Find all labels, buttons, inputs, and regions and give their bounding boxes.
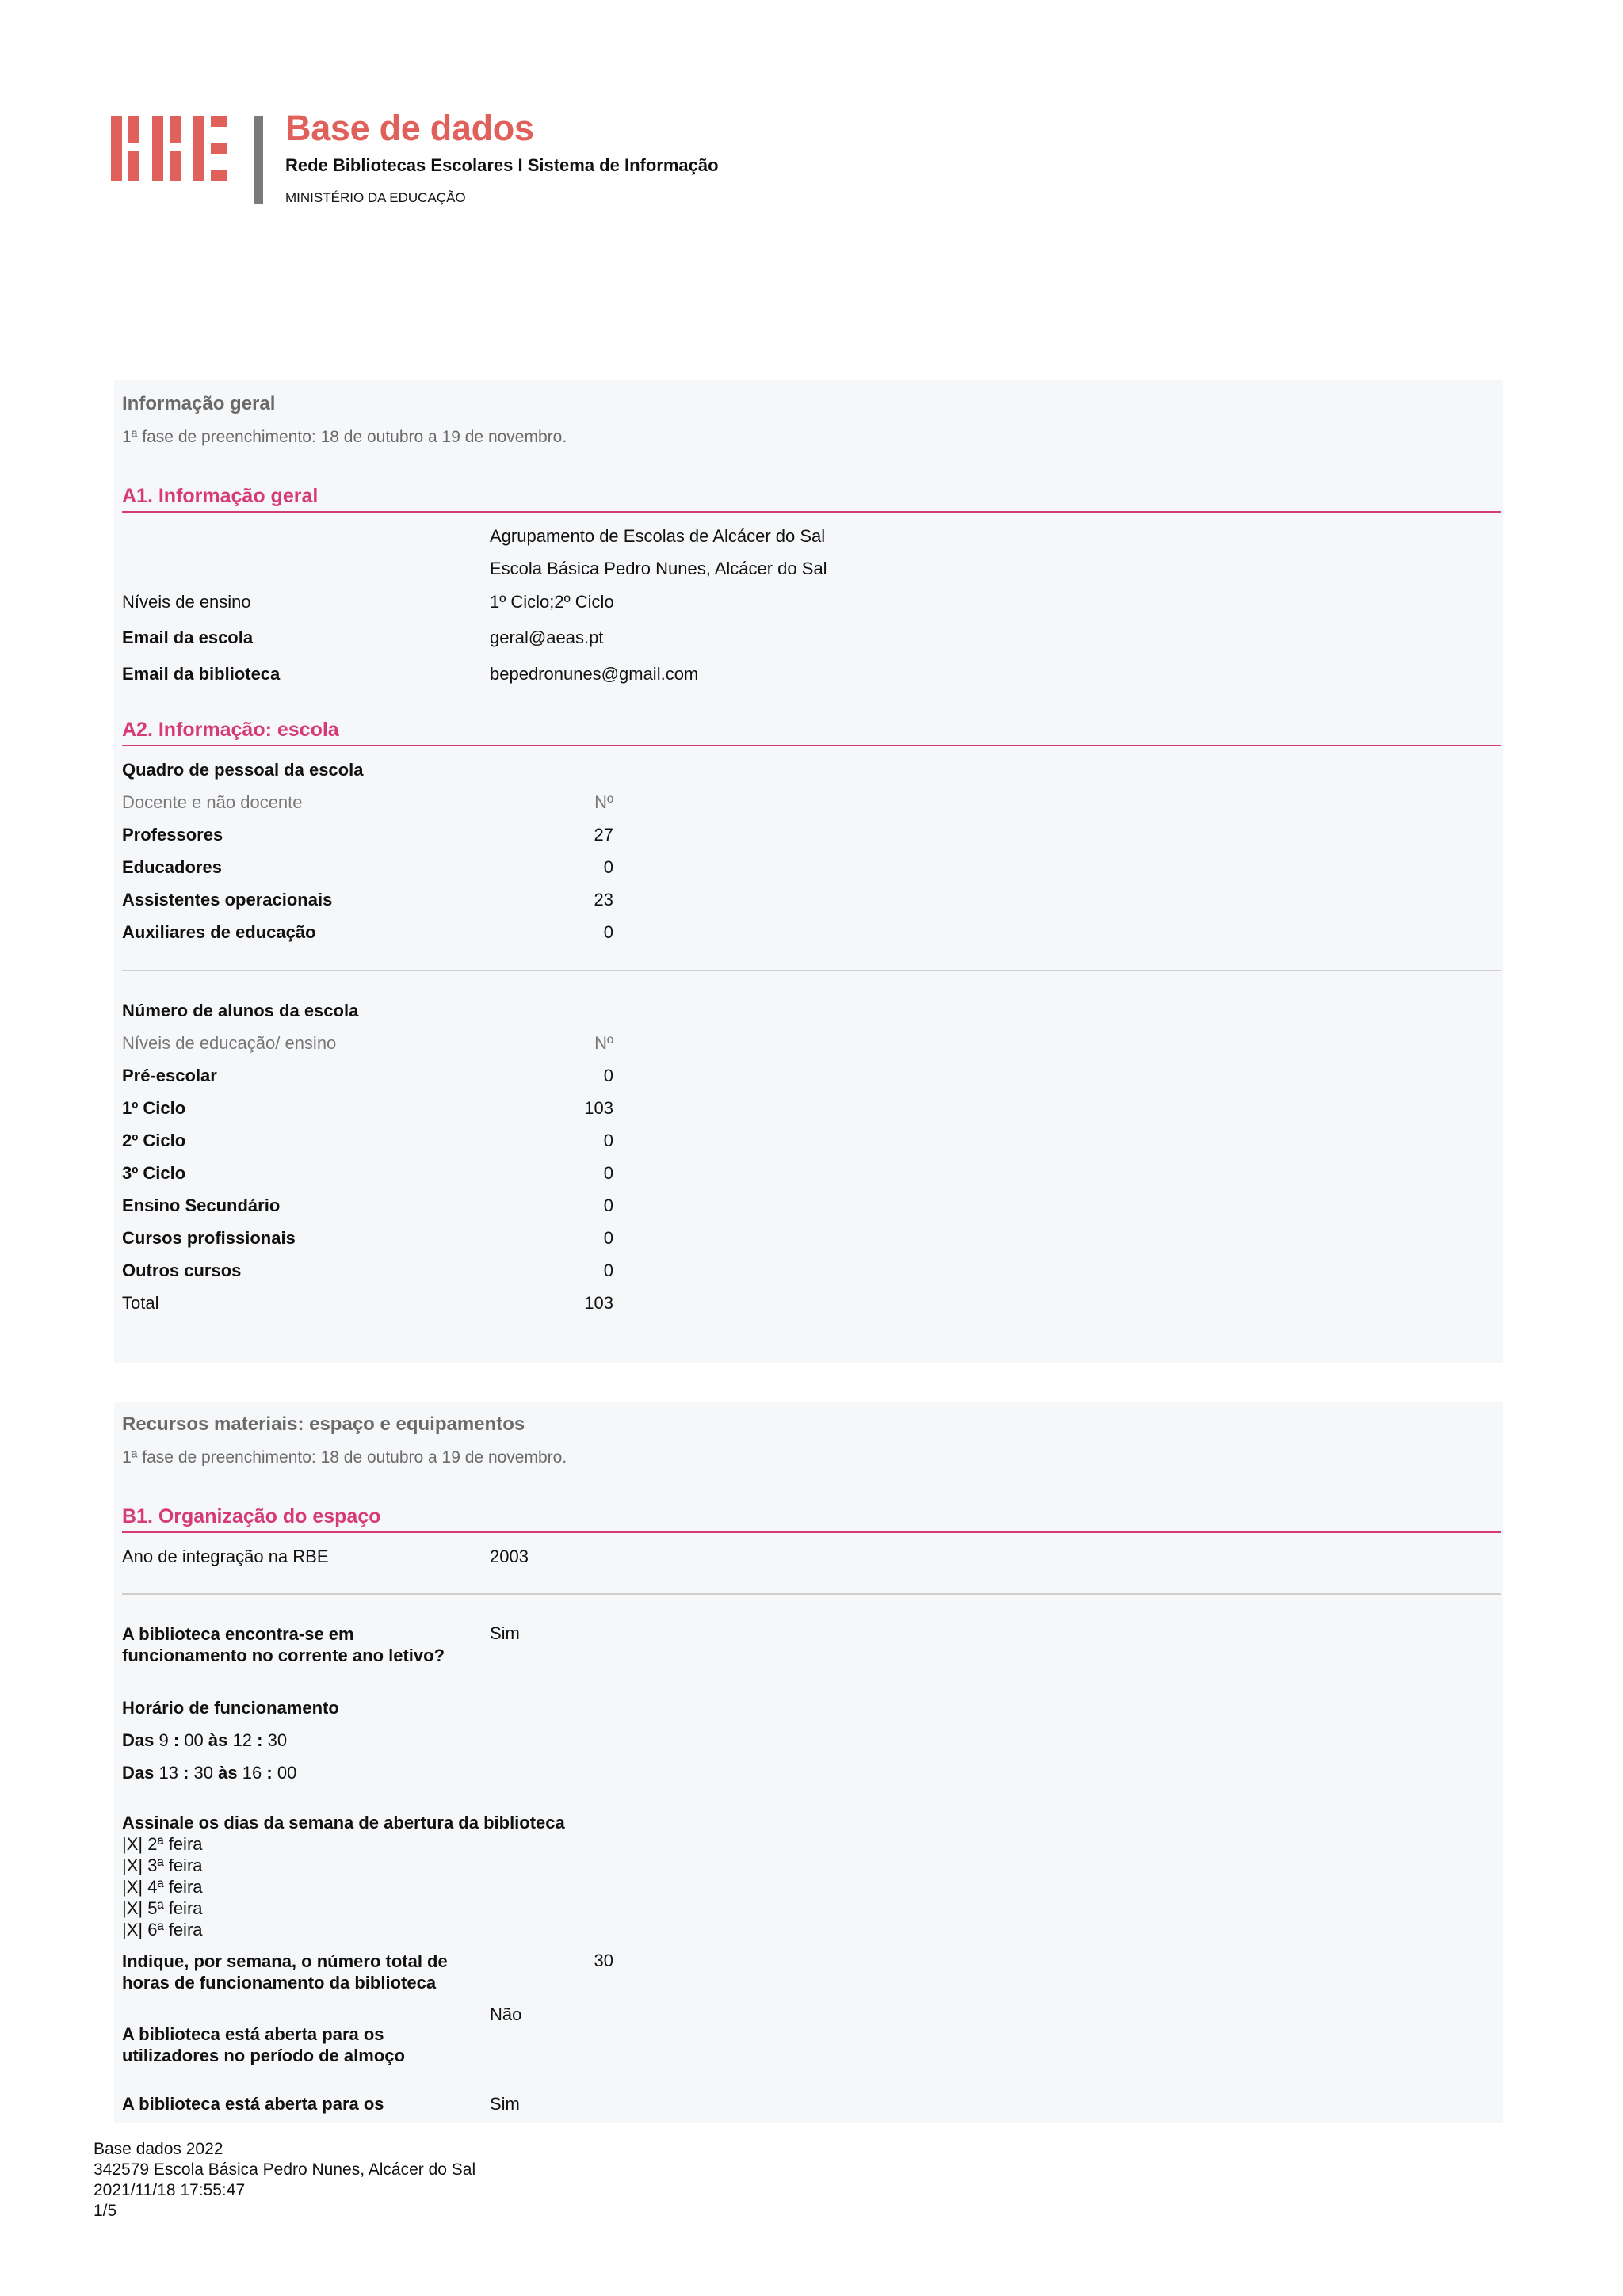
- niveis-value: 1º Ciclo;2º Ciclo: [490, 592, 614, 612]
- minute-end: 00: [277, 1763, 297, 1783]
- almoco-line: utilizadores no período de almoço: [122, 2046, 405, 2065]
- horas-line: Indique, por semana, o número total de: [122, 1951, 448, 1971]
- staff-col-num: Nº: [594, 792, 613, 812]
- agrupamento-value: Agrupamento de Escolas de Alcácer do Sal: [490, 526, 826, 546]
- horario-row: [122, 1730, 287, 1751]
- horas-question: [122, 1951, 448, 1993]
- horas-line: horas de funcionamento da biblioteca: [122, 1973, 437, 1993]
- section-a-phase: 1ª fase de preenchimento: 18 de outubro a 19 de novembro.: [122, 428, 567, 446]
- almoco-line: A biblioteca está aberta para os: [122, 2024, 384, 2044]
- email-escola-label: Email da escola: [122, 627, 254, 647]
- divider: [122, 1593, 1501, 1595]
- students-row-value: 0: [603, 1228, 613, 1248]
- page-footer: [94, 2139, 475, 2222]
- footer-line: 342579 Escola Básica Pedro Nunes, Alcácer do Sal: [94, 2161, 476, 2179]
- funcionamento-value: Sim: [490, 1623, 520, 1643]
- horario-row: [122, 1763, 296, 1783]
- dia-item: |X| 4ª feira: [122, 1877, 203, 1897]
- page-number: 1/5: [94, 2202, 117, 2220]
- ano-value: 2003: [490, 1547, 529, 1566]
- staff-row-label: Auxiliares de educação: [122, 922, 316, 942]
- brand-subtitle: Rede Bibliotecas Escolares I Sistema de Informação: [285, 155, 719, 175]
- time-sep: :: [173, 1730, 180, 1750]
- staff-heading: Quadro de pessoal da escola: [122, 760, 364, 780]
- section-b-title: Recursos materiais: espaço e equipamentos: [122, 1413, 525, 1435]
- das-label: Das: [122, 1763, 155, 1783]
- staff-row-label: Professores: [122, 825, 223, 845]
- logo-divider: [254, 116, 263, 204]
- email-biblioteca-label: Email da biblioteca: [122, 664, 281, 684]
- horario-heading: Horário de funcionamento: [122, 1698, 339, 1718]
- a2-rule: [122, 745, 1501, 746]
- students-row-value: 0: [603, 1196, 613, 1215]
- dias-list: [122, 1833, 203, 1940]
- minute-start: 30: [193, 1763, 214, 1783]
- hour-start: 13: [158, 1763, 178, 1783]
- section-a-title: Informação geral: [122, 393, 276, 414]
- horas-value: 30: [594, 1951, 613, 1970]
- escola-value: Escola Básica Pedro Nunes, Alcácer do Sal: [490, 559, 827, 578]
- funcionamento-line: A biblioteca encontra-se em: [122, 1624, 354, 1644]
- time-sep: :: [257, 1730, 263, 1750]
- students-row-value: 103: [584, 1098, 613, 1118]
- dia-item: |X| 3ª feira: [122, 1855, 203, 1875]
- students-row-value: 0: [603, 1066, 613, 1085]
- hour-start: 9: [158, 1730, 169, 1750]
- dia-item: |X| 6ª feira: [122, 1920, 203, 1939]
- ministry-label: MINISTÉRIO DA EDUCAÇÃO: [285, 190, 466, 205]
- staff-row-value: 23: [594, 890, 613, 910]
- staff-row-value: 0: [603, 857, 613, 877]
- students-total-label: Total: [122, 1293, 159, 1313]
- b1-rule: [122, 1531, 1501, 1533]
- brand-title: Base de dados: [285, 108, 534, 148]
- students-row-label: Ensino Secundário: [122, 1196, 281, 1215]
- section-b-phase: 1ª fase de preenchimento: 18 de outubro a 19 de novembro.: [122, 1448, 567, 1466]
- ano-label: Ano de integração na RBE: [122, 1547, 329, 1566]
- footer-line: 2021/11/18 17:55:47: [94, 2181, 246, 2199]
- students-row-value: 0: [603, 1163, 613, 1183]
- a2-title: A2. Informação: escola: [122, 719, 339, 741]
- students-row-value: 0: [603, 1261, 613, 1280]
- staff-row-value: 0: [603, 922, 613, 942]
- das-label: Das: [122, 1730, 155, 1750]
- a1-title: A1. Informação geral: [122, 485, 319, 507]
- students-row-label: Pré-escolar: [122, 1066, 217, 1085]
- staff-row-value: 27: [594, 825, 613, 845]
- niveis-label: Níveis de ensino: [122, 592, 251, 612]
- students-row-label: Outros cursos: [122, 1261, 242, 1280]
- students-row-value: 0: [603, 1131, 613, 1150]
- almoco-value: Não: [490, 2004, 522, 2024]
- aberta-value: Sim: [490, 2094, 520, 2114]
- as-label: às: [208, 1730, 228, 1750]
- students-row-label: 3º Ciclo: [122, 1163, 186, 1183]
- students-row-label: 2º Ciclo: [122, 1131, 186, 1150]
- students-row-label: 1º Ciclo: [122, 1098, 186, 1118]
- funcionamento-question: [122, 1623, 445, 1666]
- minute-end: 30: [267, 1730, 288, 1750]
- staff-row-label: Assistentes operacionais: [122, 890, 333, 910]
- email-biblioteca-value: bepedronunes@gmail.com: [490, 664, 699, 684]
- footer-line: Base dados 2022: [94, 2140, 223, 2158]
- dias-heading: Assinale os dias da semana de abertura da biblioteca: [122, 1813, 565, 1833]
- students-heading: Número de alunos da escola: [122, 1001, 359, 1020]
- rbe-logo-icon: [111, 116, 238, 181]
- students-col-label: Níveis de educação/ ensino: [122, 1033, 337, 1053]
- a1-rule: [122, 511, 1501, 513]
- divider: [122, 970, 1501, 971]
- aberta-question: A biblioteca está aberta para os: [122, 2094, 384, 2114]
- students-row-label: Cursos profissionais: [122, 1228, 296, 1248]
- dia-item: |X| 5ª feira: [122, 1898, 203, 1918]
- b1-title: B1. Organização do espaço: [122, 1505, 381, 1527]
- as-label: às: [218, 1763, 238, 1783]
- minute-start: 00: [184, 1730, 204, 1750]
- time-sep: :: [183, 1763, 189, 1783]
- hour-end: 12: [232, 1730, 253, 1750]
- hour-end: 16: [242, 1763, 262, 1783]
- time-sep: :: [266, 1763, 273, 1783]
- dia-item: |X| 2ª feira: [122, 1834, 203, 1854]
- staff-row-label: Educadores: [122, 857, 222, 877]
- students-total-value: 103: [584, 1293, 613, 1313]
- students-col-num: Nº: [594, 1033, 613, 1053]
- email-escola-value: geral@aeas.pt: [490, 627, 604, 647]
- staff-col-label: Docente e não docente: [122, 792, 303, 812]
- almoco-question: [122, 2023, 405, 2066]
- funcionamento-line: funcionamento no corrente ano letivo?: [122, 1646, 445, 1665]
